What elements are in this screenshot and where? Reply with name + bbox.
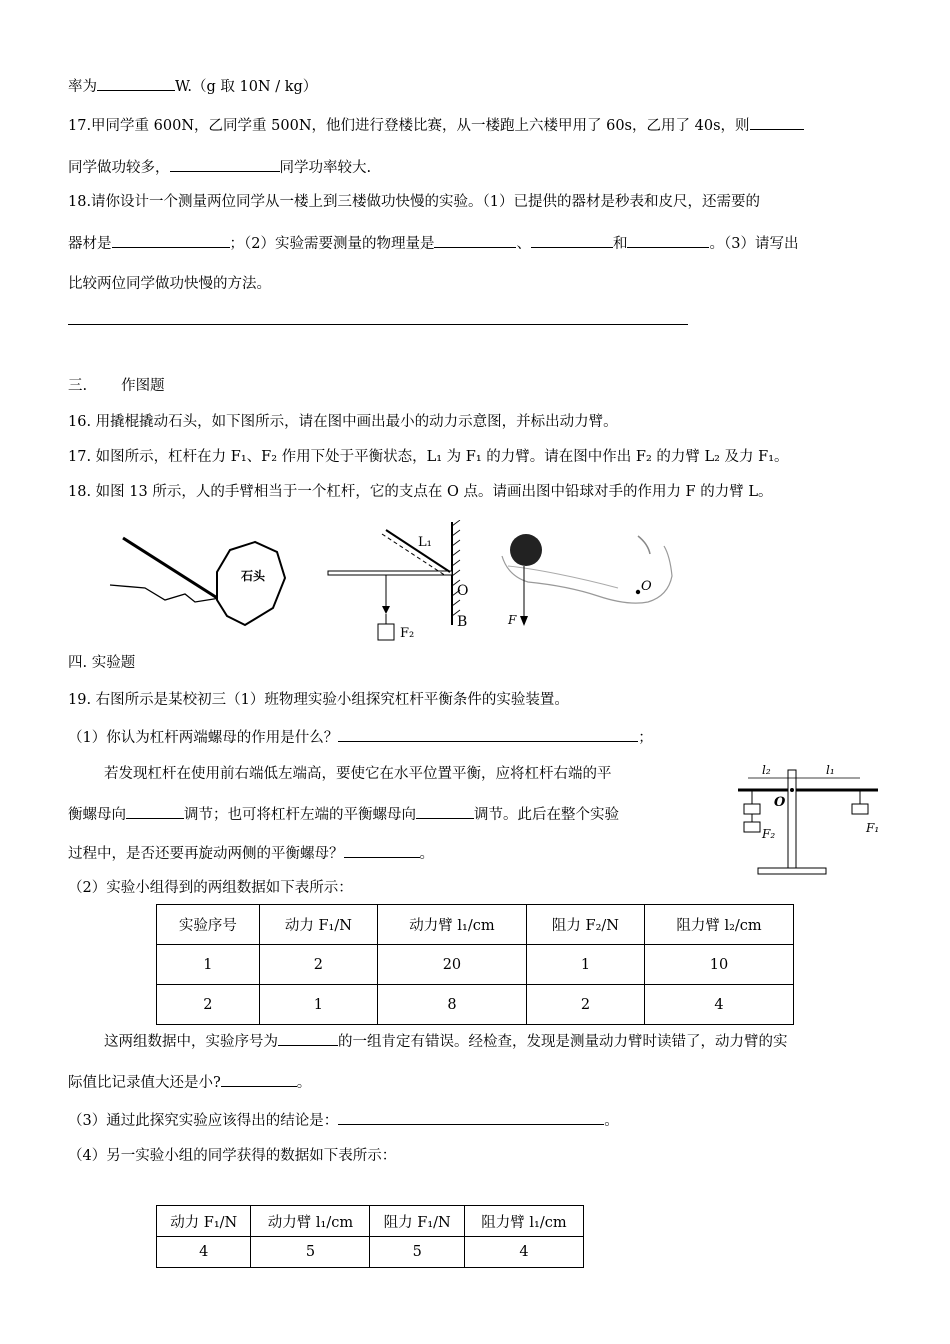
section-3-heading: 三. 作图题 (68, 378, 165, 394)
answer-line[interactable] (68, 324, 688, 325)
answer-blank[interactable] (170, 157, 280, 172)
table-header-row (157, 1206, 584, 1237)
answer-blank[interactable] (126, 804, 184, 819)
answer-blank[interactable] (112, 233, 230, 248)
answer-blank[interactable] (344, 843, 420, 858)
table-cell: 5 (370, 1237, 464, 1268)
section-4-heading: 四. 实验题 (68, 655, 136, 671)
lever-wall-figure (320, 520, 480, 650)
table-cell: 4 (645, 985, 794, 1025)
answer-blank[interactable] (338, 727, 638, 742)
table-header: 阻力 F₂/N (526, 905, 644, 945)
table-header: 实验序号 (157, 905, 260, 945)
l1-label: L₁ (418, 535, 432, 550)
table-cell: 2 (157, 985, 260, 1025)
table-cell: 10 (645, 945, 794, 985)
crowbar-figure (105, 530, 305, 630)
stone-label: 石头 (241, 569, 266, 583)
line-18: 这两组数据中，实验序号为 的一组肯定有错误。经检查，发现是测量动力臂时读错了，动力臂的实 (104, 1031, 788, 1052)
line-10: 18. 如图 13 所示，人的手臂相当于一个杠杆，它的支点在 O 点。请画出图中铅球对手的作用力 F 的力臂 L。 (68, 484, 773, 500)
table-header-row (157, 905, 794, 945)
answer-blank[interactable] (531, 233, 613, 248)
line-17: （2）实验小组得到的两组数据如下表所示： (68, 880, 353, 896)
data-table-1 (156, 904, 794, 1025)
line-4: 18.请你设计一个测量两位同学从一楼上到三楼做功快慢的实验。（1）已提供的器材是秒表和皮尺，还需要的 (68, 194, 761, 210)
table-header: 动力 F₁/N (157, 1206, 251, 1237)
line-19: 际值比记录值大还是小? 。 (68, 1072, 311, 1093)
table-cell: 1 (526, 945, 644, 985)
line-13: （1）你认为杠杆两端螺母的作用是什么？ ； (68, 727, 653, 748)
o-label: O (457, 583, 469, 599)
table-row (157, 1237, 584, 1268)
f-label: F (508, 613, 517, 627)
table-header: 阻力臂 l₂/cm (645, 905, 794, 945)
table-cell: 4 (157, 1237, 251, 1268)
line-20: （3）通过此探究实验应该得出的结论是： 。 (68, 1110, 619, 1131)
answer-blank[interactable] (221, 1072, 297, 1087)
line-2: 17.甲同学重 600N，乙同学重 500N，他们进行登楼比赛，从一楼跑上六楼甲用了 60s，乙用了 40s，则 (68, 115, 804, 136)
apparatus-f2-label: F₂ (762, 827, 776, 841)
answer-blank[interactable] (97, 76, 175, 91)
table-cell: 20 (377, 945, 526, 985)
line-14: 若发现杠杆在使用前右端低左端高，要使它在水平位置平衡，应将杠杆右端的平 (104, 766, 612, 782)
table-cell: 1 (157, 945, 260, 985)
answer-blank[interactable] (278, 1031, 338, 1046)
line-16: 过程中，是否还要再旋动两侧的平衡螺母？ 。 (68, 843, 434, 864)
line-1: 率为 W.（g 取 10N / kg） (68, 76, 317, 97)
table-header: 动力臂 l₁/cm (377, 905, 526, 945)
apparatus-l1-label: l₁ (826, 763, 835, 777)
line-12: 19. 右图所示是某校初三（1）班物理实验小组探究杠杆平衡条件的实验装置。 (68, 692, 569, 708)
apparatus-f1-label: F₁ (866, 821, 880, 835)
answer-blank[interactable] (416, 804, 474, 819)
table-header: 阻力臂 l₁/cm (464, 1206, 583, 1237)
answer-blank[interactable] (627, 233, 709, 248)
table-cell: 2 (526, 985, 644, 1025)
f2-label: F₂ (400, 626, 415, 641)
table-cell: 5 (251, 1237, 370, 1268)
table-cell: 2 (259, 945, 377, 985)
table-header: 动力臂 l₁/cm (251, 1206, 370, 1237)
table-cell: 4 (464, 1237, 583, 1268)
lever-apparatus-figure (728, 760, 888, 878)
table-row (157, 985, 794, 1025)
line-6: 比较两位同学做功快慢的方法。 (68, 276, 271, 292)
table-row (157, 945, 794, 985)
answer-blank[interactable] (434, 233, 516, 248)
line-15: 衡螺母向 调节；也可将杠杆左端的平衡螺母向 调节。此后在整个实验 (68, 804, 619, 825)
answer-blank[interactable] (338, 1110, 604, 1125)
arm-figure (488, 526, 688, 636)
table-cell: 8 (377, 985, 526, 1025)
line-5: 器材是 ；（2）实验需要测量的物理量是 、 和 。（3）请写出 (68, 233, 798, 254)
line-8: 16. 用撬棍撬动石头，如下图所示，请在图中画出最小的动力示意图，并标出动力臂。 (68, 414, 618, 430)
answer-blank[interactable] (750, 115, 804, 130)
line-3: 同学做功较多， 同学功率较大. (68, 157, 371, 178)
table-header: 动力 F₁/N (259, 905, 377, 945)
table-header: 阻力 F₁/N (370, 1206, 464, 1237)
line-9: 17. 如图所示，杠杆在力 F₁、F₂ 作用下处于平衡状态，L₁ 为 F₁ 的力臂。请在图中作出 F₂ 的力臂 L₂ 及力 F₁。 (68, 449, 789, 465)
table-cell: 1 (259, 985, 377, 1025)
apparatus-o-label: O (774, 795, 786, 810)
data-table-2 (156, 1205, 584, 1268)
line-21: （4）另一实验小组的同学获得的数据如下表所示： (68, 1148, 397, 1164)
b-label: B (457, 614, 468, 630)
apparatus-l2-label: l₂ (762, 763, 771, 777)
arm-o-label: O (641, 579, 652, 594)
